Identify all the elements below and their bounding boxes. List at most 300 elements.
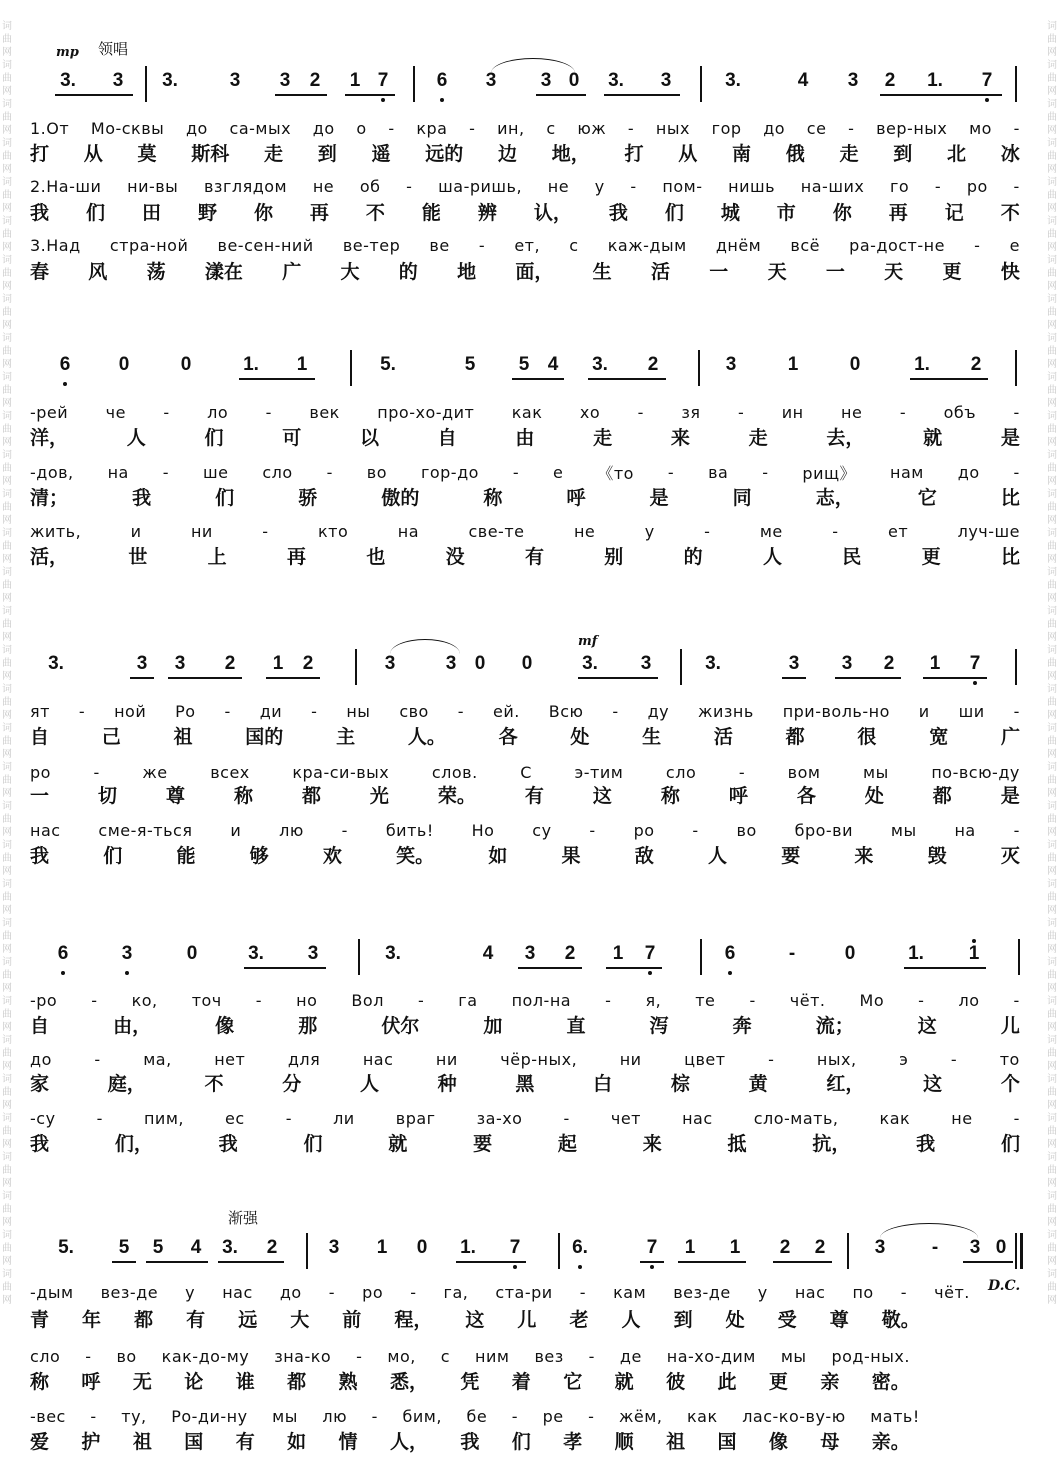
beam <box>512 378 564 380</box>
lyric-word: - <box>162 462 170 482</box>
note: 3. <box>162 70 178 91</box>
lyric-word: бро-ви <box>794 820 854 840</box>
lyric-word: лю <box>279 820 304 840</box>
note: 3. <box>48 653 64 674</box>
lyric-word: 像 <box>215 1014 235 1037</box>
lyric-word: - <box>1013 462 1020 482</box>
lyric-word: - <box>667 462 675 482</box>
lyric-ru-6 <box>30 519 1020 543</box>
lyric-word: 人 <box>126 426 146 449</box>
lyric-word: вез-де <box>100 1282 159 1302</box>
note: 1 <box>376 1237 388 1258</box>
lyric-word: ет <box>887 521 909 541</box>
lyric-word: пол-на <box>511 990 572 1010</box>
notation-row-3 <box>30 649 1030 685</box>
note: 5 <box>518 354 530 375</box>
lyric-word: 各 <box>498 725 518 748</box>
lyric-word: пим, <box>143 1108 184 1128</box>
lyric-word: - <box>96 1108 103 1128</box>
note: 0 <box>521 653 533 674</box>
lyric-word: 《то <box>597 463 634 483</box>
lyric-word: кто <box>318 521 349 541</box>
lyric-word: 再 <box>888 201 908 224</box>
lyric-word: нам <box>889 462 924 482</box>
barline <box>1015 66 1017 102</box>
lyric-word: 比 <box>1000 545 1020 568</box>
lyric-ru-13 <box>30 1280 970 1304</box>
lyric-word: -дым <box>30 1282 74 1302</box>
watermark-left: 词曲网词曲网词曲网词曲网词曲网词曲网词曲网词曲网词曲网词曲网词曲网词曲网词曲网词曲网词曲网词曲网词曲网词曲网词曲网词曲网词曲网词曲网词曲网词曲网词曲网词曲网词曲网词曲网词曲网词曲网词曲网词曲网词曲网 <box>2 21 12 1306</box>
lyric-zh-10 <box>30 1012 1020 1036</box>
note: 2 <box>970 354 982 375</box>
lyric-word: - <box>91 990 98 1010</box>
lyric-word: 有 <box>235 1430 255 1453</box>
lyric-word: до <box>957 462 980 482</box>
lyric-word: Всю <box>548 701 584 721</box>
lyric-word: - <box>78 701 86 721</box>
note: 2 <box>779 1237 791 1258</box>
lyric-word: 不 <box>204 1072 224 1095</box>
lyric-word: 是 <box>1000 784 1020 807</box>
note: 1. <box>927 70 943 91</box>
lyric-word: 斯科 <box>191 142 230 165</box>
note: 2 <box>883 653 895 674</box>
lyric-word: 广 <box>1000 725 1020 748</box>
lyric-word: каж-дым <box>607 235 687 255</box>
lyric-word: 分 <box>282 1072 302 1095</box>
barline <box>1015 649 1017 685</box>
lyric-word: кам <box>613 1282 647 1302</box>
lyric-word: 洋， <box>30 426 69 449</box>
lyric-word: 受 <box>777 1308 797 1331</box>
dynamic-mp: mp <box>56 45 79 60</box>
lyric-word: 记 <box>944 201 964 224</box>
lyric-word: ни <box>190 521 213 541</box>
note: 1. <box>914 354 930 375</box>
lyric-word: - <box>255 990 263 1010</box>
lyric-word: 来 <box>670 426 690 449</box>
lyric-word: ша-ришь, <box>438 176 523 196</box>
lyric-ru-11 <box>30 1047 1020 1071</box>
lyric-word: но <box>296 990 318 1010</box>
beam <box>244 967 326 969</box>
lyric-word: ста-ри <box>495 1282 553 1302</box>
lyric-word: жизнь <box>698 701 754 721</box>
lyric-word: мо <box>969 118 992 138</box>
lyric-word: 种 <box>437 1072 457 1095</box>
note: 3 <box>279 70 291 91</box>
note: 3. <box>60 70 76 91</box>
note: 3 <box>969 1237 981 1258</box>
note: 3 <box>540 70 552 91</box>
lyric-word: враг <box>395 1108 436 1128</box>
lyric-word: - <box>478 235 486 255</box>
beam <box>345 94 395 96</box>
lyric-word: 南 <box>732 142 752 165</box>
lyric-zh-3 <box>30 258 1020 282</box>
lyric-word: 生 <box>642 725 662 748</box>
lyric-word: - <box>738 762 746 782</box>
lyric-word: 去， <box>826 426 865 449</box>
lyric-word: 此 <box>717 1370 737 1393</box>
lyric-word: 北 <box>947 142 967 165</box>
lyric-word: 国的 <box>245 725 284 748</box>
note: 7 <box>969 653 981 674</box>
lyric-word: 是 <box>1000 426 1020 449</box>
lyric-word: - <box>637 402 644 422</box>
lyric-word: жём, <box>619 1406 663 1426</box>
lyric-word: 1.От <box>30 118 70 138</box>
note: 3 <box>874 1237 886 1258</box>
lyric-word: 就 <box>923 426 943 449</box>
lyric-word: 护 <box>81 1430 101 1453</box>
lyric-word: ин, <box>497 118 525 138</box>
note: 0 <box>844 943 856 964</box>
lyric-word: 打 <box>624 142 644 165</box>
lyric-word: 活 <box>713 725 733 748</box>
lyric-word: 尊 <box>165 784 185 807</box>
lyric-word: мо, <box>387 1346 416 1366</box>
low-octave-dot <box>648 971 652 975</box>
lyric-word: 棕 <box>670 1072 690 1095</box>
barline <box>145 66 147 102</box>
lyric-ru-5 <box>30 460 1020 484</box>
lyric-word: 敌 <box>634 844 654 867</box>
note: 7 <box>377 70 389 91</box>
lyric-zh-6 <box>30 543 1020 567</box>
lyric-word: -дов, <box>30 462 74 482</box>
lyric-word: го <box>890 176 910 196</box>
beam <box>880 94 1002 96</box>
lyric-word: 骄 <box>298 486 318 509</box>
lyric-word: всё <box>790 235 820 255</box>
lyric-word: 灭 <box>1000 844 1020 867</box>
note: 7 <box>981 70 993 91</box>
lyric-word: не <box>841 402 863 422</box>
lyric-word: 人 <box>707 844 727 867</box>
lyric-word: 活 <box>650 260 670 283</box>
lyric-word: об <box>359 176 381 196</box>
low-octave-dot <box>973 681 977 685</box>
lyric-word: - <box>326 462 333 482</box>
lyric-word: не <box>547 176 570 196</box>
barline <box>306 1233 308 1269</box>
note: 0 <box>474 653 486 674</box>
lyric-word: 也 <box>366 545 386 568</box>
lyric-word: стра-ной <box>109 235 189 255</box>
lyric-word: 来 <box>642 1132 662 1155</box>
lyric-word: е <box>553 462 564 482</box>
lyric-word: э <box>899 1049 909 1069</box>
lyric-word: га, <box>443 1282 469 1302</box>
lyric-word: и <box>130 521 142 541</box>
lyric-word: ди <box>259 701 283 721</box>
lyric-word: 野 <box>197 201 217 224</box>
tie <box>880 1223 978 1238</box>
lyric-word: 爱 <box>30 1430 50 1453</box>
lyric-zh-12 <box>30 1130 1020 1154</box>
lyric-word: 无 <box>132 1370 152 1393</box>
lyric-word: ко, <box>131 990 158 1010</box>
lyric-word: Но <box>471 820 495 840</box>
lyric-word: бе <box>466 1406 488 1426</box>
note: 0 <box>568 70 580 91</box>
lyric-word: 们 <box>204 426 224 449</box>
lyric-word: 民 <box>842 545 862 568</box>
lyric-word: са-мых <box>229 118 292 138</box>
note: 1 <box>929 653 941 674</box>
lyric-word: -вес <box>30 1406 66 1426</box>
lyric-word: 大 <box>290 1308 310 1331</box>
beam <box>266 677 320 679</box>
low-octave-dot <box>513 1265 517 1269</box>
lyric-word: - <box>285 1108 293 1128</box>
lyric-word: 彼 <box>666 1370 686 1393</box>
note: 4 <box>797 70 809 91</box>
lyric-word: с <box>546 118 556 138</box>
lyric-word: хо <box>579 402 601 422</box>
lyric-word: 傲的 <box>381 486 420 509</box>
note: 6 <box>724 943 736 964</box>
lyric-word: 有 <box>524 784 544 807</box>
lyric-word: 到 <box>673 1308 693 1331</box>
lyric-word: во <box>116 1346 137 1366</box>
note: 5 <box>118 1237 130 1258</box>
note: 3 <box>847 70 859 91</box>
lyric-word: 你 <box>253 201 273 224</box>
lyric-word: - <box>749 990 756 1010</box>
lyric-word: 处 <box>864 784 884 807</box>
note: 6 <box>57 943 69 964</box>
lyric-word: 由 <box>515 426 535 449</box>
lyric-word: - <box>899 402 907 422</box>
lyric-word: род-ных. <box>831 1346 910 1366</box>
note: 2 <box>564 943 576 964</box>
note: 5. <box>58 1237 74 1258</box>
lyric-word: 能 <box>176 844 196 867</box>
lyric-word: при-воль-но <box>782 701 890 721</box>
lyric-word: 由， <box>113 1014 152 1037</box>
lyric-word: - <box>262 521 269 541</box>
note: 3 <box>788 653 800 674</box>
note: 0 <box>849 354 861 375</box>
lyric-word: 荣。 <box>437 784 476 807</box>
lyric-word: 熟 <box>338 1370 358 1393</box>
lyric-word: всех <box>210 762 250 782</box>
lyric-word: - <box>417 990 425 1010</box>
lyric-word: - <box>768 1049 775 1069</box>
note: 3 <box>229 70 241 91</box>
lyric-word: - <box>1013 1108 1020 1128</box>
lyric-word: я, <box>645 990 662 1010</box>
beam <box>588 378 666 380</box>
beam <box>456 1261 526 1263</box>
lyric-word: точ <box>191 990 222 1010</box>
note: 2 <box>266 1237 278 1258</box>
lyric-word: 你 <box>832 201 852 224</box>
lyric-word: - <box>1013 990 1020 1010</box>
lyric-word: - <box>1013 701 1020 721</box>
lyric-zh-11 <box>30 1070 1020 1094</box>
lyric-word: 就 <box>614 1370 634 1393</box>
lyric-word: 一 <box>709 260 729 283</box>
lyric-word: нет <box>214 1049 246 1069</box>
lyric-word: слов. <box>431 762 478 782</box>
lyric-word: 呼 <box>81 1370 101 1393</box>
lyric-word: 如 <box>287 1430 307 1453</box>
lyric-word: сло <box>30 1346 61 1366</box>
barline <box>413 66 415 102</box>
lyric-word: че <box>105 402 126 422</box>
lyric-word: -рей <box>30 402 69 422</box>
lyric-word: 年 <box>82 1308 102 1331</box>
lyric-word: - <box>410 1282 417 1302</box>
note: 3. <box>608 70 624 91</box>
lyric-word: С <box>520 762 532 782</box>
lyric-word: 悉， <box>389 1370 428 1393</box>
lyric-word: 没 <box>445 545 465 568</box>
lyric-word: то <box>999 1049 1020 1069</box>
lyric-word: 都 <box>785 725 805 748</box>
lyric-word: 比 <box>1000 486 1020 509</box>
beam <box>130 677 154 679</box>
lyric-word: - <box>94 1049 101 1069</box>
lyric-word: сло <box>665 762 697 782</box>
lyric-word: 世 <box>128 545 148 568</box>
high-octave-dot <box>972 939 976 943</box>
lyric-word: 母 <box>820 1430 840 1453</box>
final-barline <box>1020 1233 1023 1269</box>
lyric-word: -ро <box>30 990 58 1010</box>
lyric-word: как <box>687 1406 718 1426</box>
lyric-word: ве <box>429 235 450 255</box>
lyric-word: - <box>85 1346 92 1366</box>
lyric-word: же <box>142 762 168 782</box>
lyric-word: се <box>806 118 827 138</box>
lyric-word: 红， <box>826 1072 865 1095</box>
lyric-word: у <box>594 176 605 196</box>
lyric-word: 再 <box>309 201 329 224</box>
note: 1 <box>729 1237 741 1258</box>
lyric-word: рищ》 <box>802 463 857 483</box>
note: - <box>931 1237 939 1258</box>
lyric-word: сло-мать, <box>753 1108 839 1128</box>
lyric-word: 尊 <box>829 1308 849 1331</box>
lyric-word: 春 <box>30 260 50 283</box>
lyric-word: Мо-сквы <box>90 118 165 138</box>
lyric-word: - <box>341 820 348 840</box>
note: 4 <box>482 943 494 964</box>
lyric-word: 就 <box>388 1132 408 1155</box>
barline <box>680 649 682 685</box>
lyric-word: - <box>388 118 395 138</box>
lyric-word: во <box>366 462 388 482</box>
lyric-word: 更 <box>768 1370 788 1393</box>
beam <box>112 1261 136 1263</box>
beam <box>773 1261 832 1263</box>
lyric-word: до <box>185 118 208 138</box>
lyric-word: 人 <box>621 1308 641 1331</box>
lyric-word: 是 <box>649 486 669 509</box>
lyric-word: 这 <box>917 1014 937 1037</box>
lyric-word: ма, <box>143 1049 172 1069</box>
lyric-word: ни <box>619 1049 642 1069</box>
lyric-word: чёт. <box>934 1282 970 1302</box>
lyric-word: 国 <box>184 1430 204 1453</box>
lyric-word: 都 <box>287 1370 307 1393</box>
lyric-word: - <box>737 402 745 422</box>
lyric-ru-14 <box>30 1344 910 1368</box>
lyric-word: - <box>328 1282 336 1302</box>
lyric-word: нишь <box>728 176 776 196</box>
lyric-word: гор <box>711 118 742 138</box>
crescendo-label: 渐强 <box>228 1209 259 1227</box>
lyric-word: у <box>757 1282 768 1302</box>
lyric-word: де <box>619 1346 642 1366</box>
lyric-word: 不 <box>365 201 385 224</box>
lyric-word: 田 <box>141 201 161 224</box>
lyric-word: 俄 <box>785 142 805 165</box>
lyric-word: су <box>532 820 552 840</box>
lyric-zh-8 <box>30 782 1020 806</box>
lyric-word: 的 <box>683 545 703 568</box>
note: 0 <box>416 1237 428 1258</box>
lyric-word: 走 <box>748 426 768 449</box>
note: 0 <box>995 1237 1007 1258</box>
lead-singer-label: 领唱 <box>98 40 129 58</box>
lyric-word: 自 <box>30 725 50 748</box>
note: 6. <box>572 1237 588 1258</box>
lyric-word: е <box>1009 235 1020 255</box>
lyric-word: - <box>371 1406 378 1426</box>
lyric-word: 走 <box>593 426 613 449</box>
beam <box>835 677 901 679</box>
lyric-word: - <box>832 521 839 541</box>
lyric-word: 荡 <box>146 260 166 283</box>
lyric-word: 庭， <box>107 1072 146 1095</box>
note: 3 <box>121 943 133 964</box>
lyric-word: - <box>900 1282 908 1302</box>
lyric-word: 能 <box>421 201 441 224</box>
lyric-word: 走 <box>839 142 859 165</box>
lyric-word: - <box>704 521 711 541</box>
lyric-word: 辨 <box>477 201 497 224</box>
note: 2 <box>647 354 659 375</box>
lyric-word: 奔 <box>732 1014 752 1037</box>
note: 3 <box>485 70 497 91</box>
note: 1 <box>272 653 284 674</box>
lyric-word: не <box>573 521 596 541</box>
lyric-word: 边 <box>498 142 518 165</box>
barline <box>847 1233 849 1269</box>
lyric-word: 一 <box>30 784 50 807</box>
lyric-word: 黄 <box>748 1072 768 1095</box>
barline <box>1018 939 1020 975</box>
lyric-word: как-до-му <box>161 1346 250 1366</box>
lyric-word: взглядом <box>204 176 288 196</box>
lyric-word: - <box>1013 118 1020 138</box>
lyric-word: 欢 <box>322 844 342 867</box>
lyric-word: 可 <box>282 426 302 449</box>
watermark-right: 词曲网词曲网词曲网词曲网词曲网词曲网词曲网词曲网词曲网词曲网词曲网词曲网词曲网词曲网词曲网词曲网词曲网词曲网词曲网词曲网词曲网词曲网词曲网词曲网词曲网词曲网词曲网词曲网词曲网词曲网词曲网词曲网词曲网 <box>1047 21 1057 1306</box>
lyric-word: ра-дост-не <box>849 235 945 255</box>
lyric-word: 们， <box>114 1132 153 1155</box>
lyric-word: 更 <box>921 545 941 568</box>
low-octave-dot <box>125 971 129 975</box>
lyric-word: 以 <box>359 426 379 449</box>
lyric-word: - <box>950 1049 958 1069</box>
lyric-word: 这 <box>592 784 612 807</box>
